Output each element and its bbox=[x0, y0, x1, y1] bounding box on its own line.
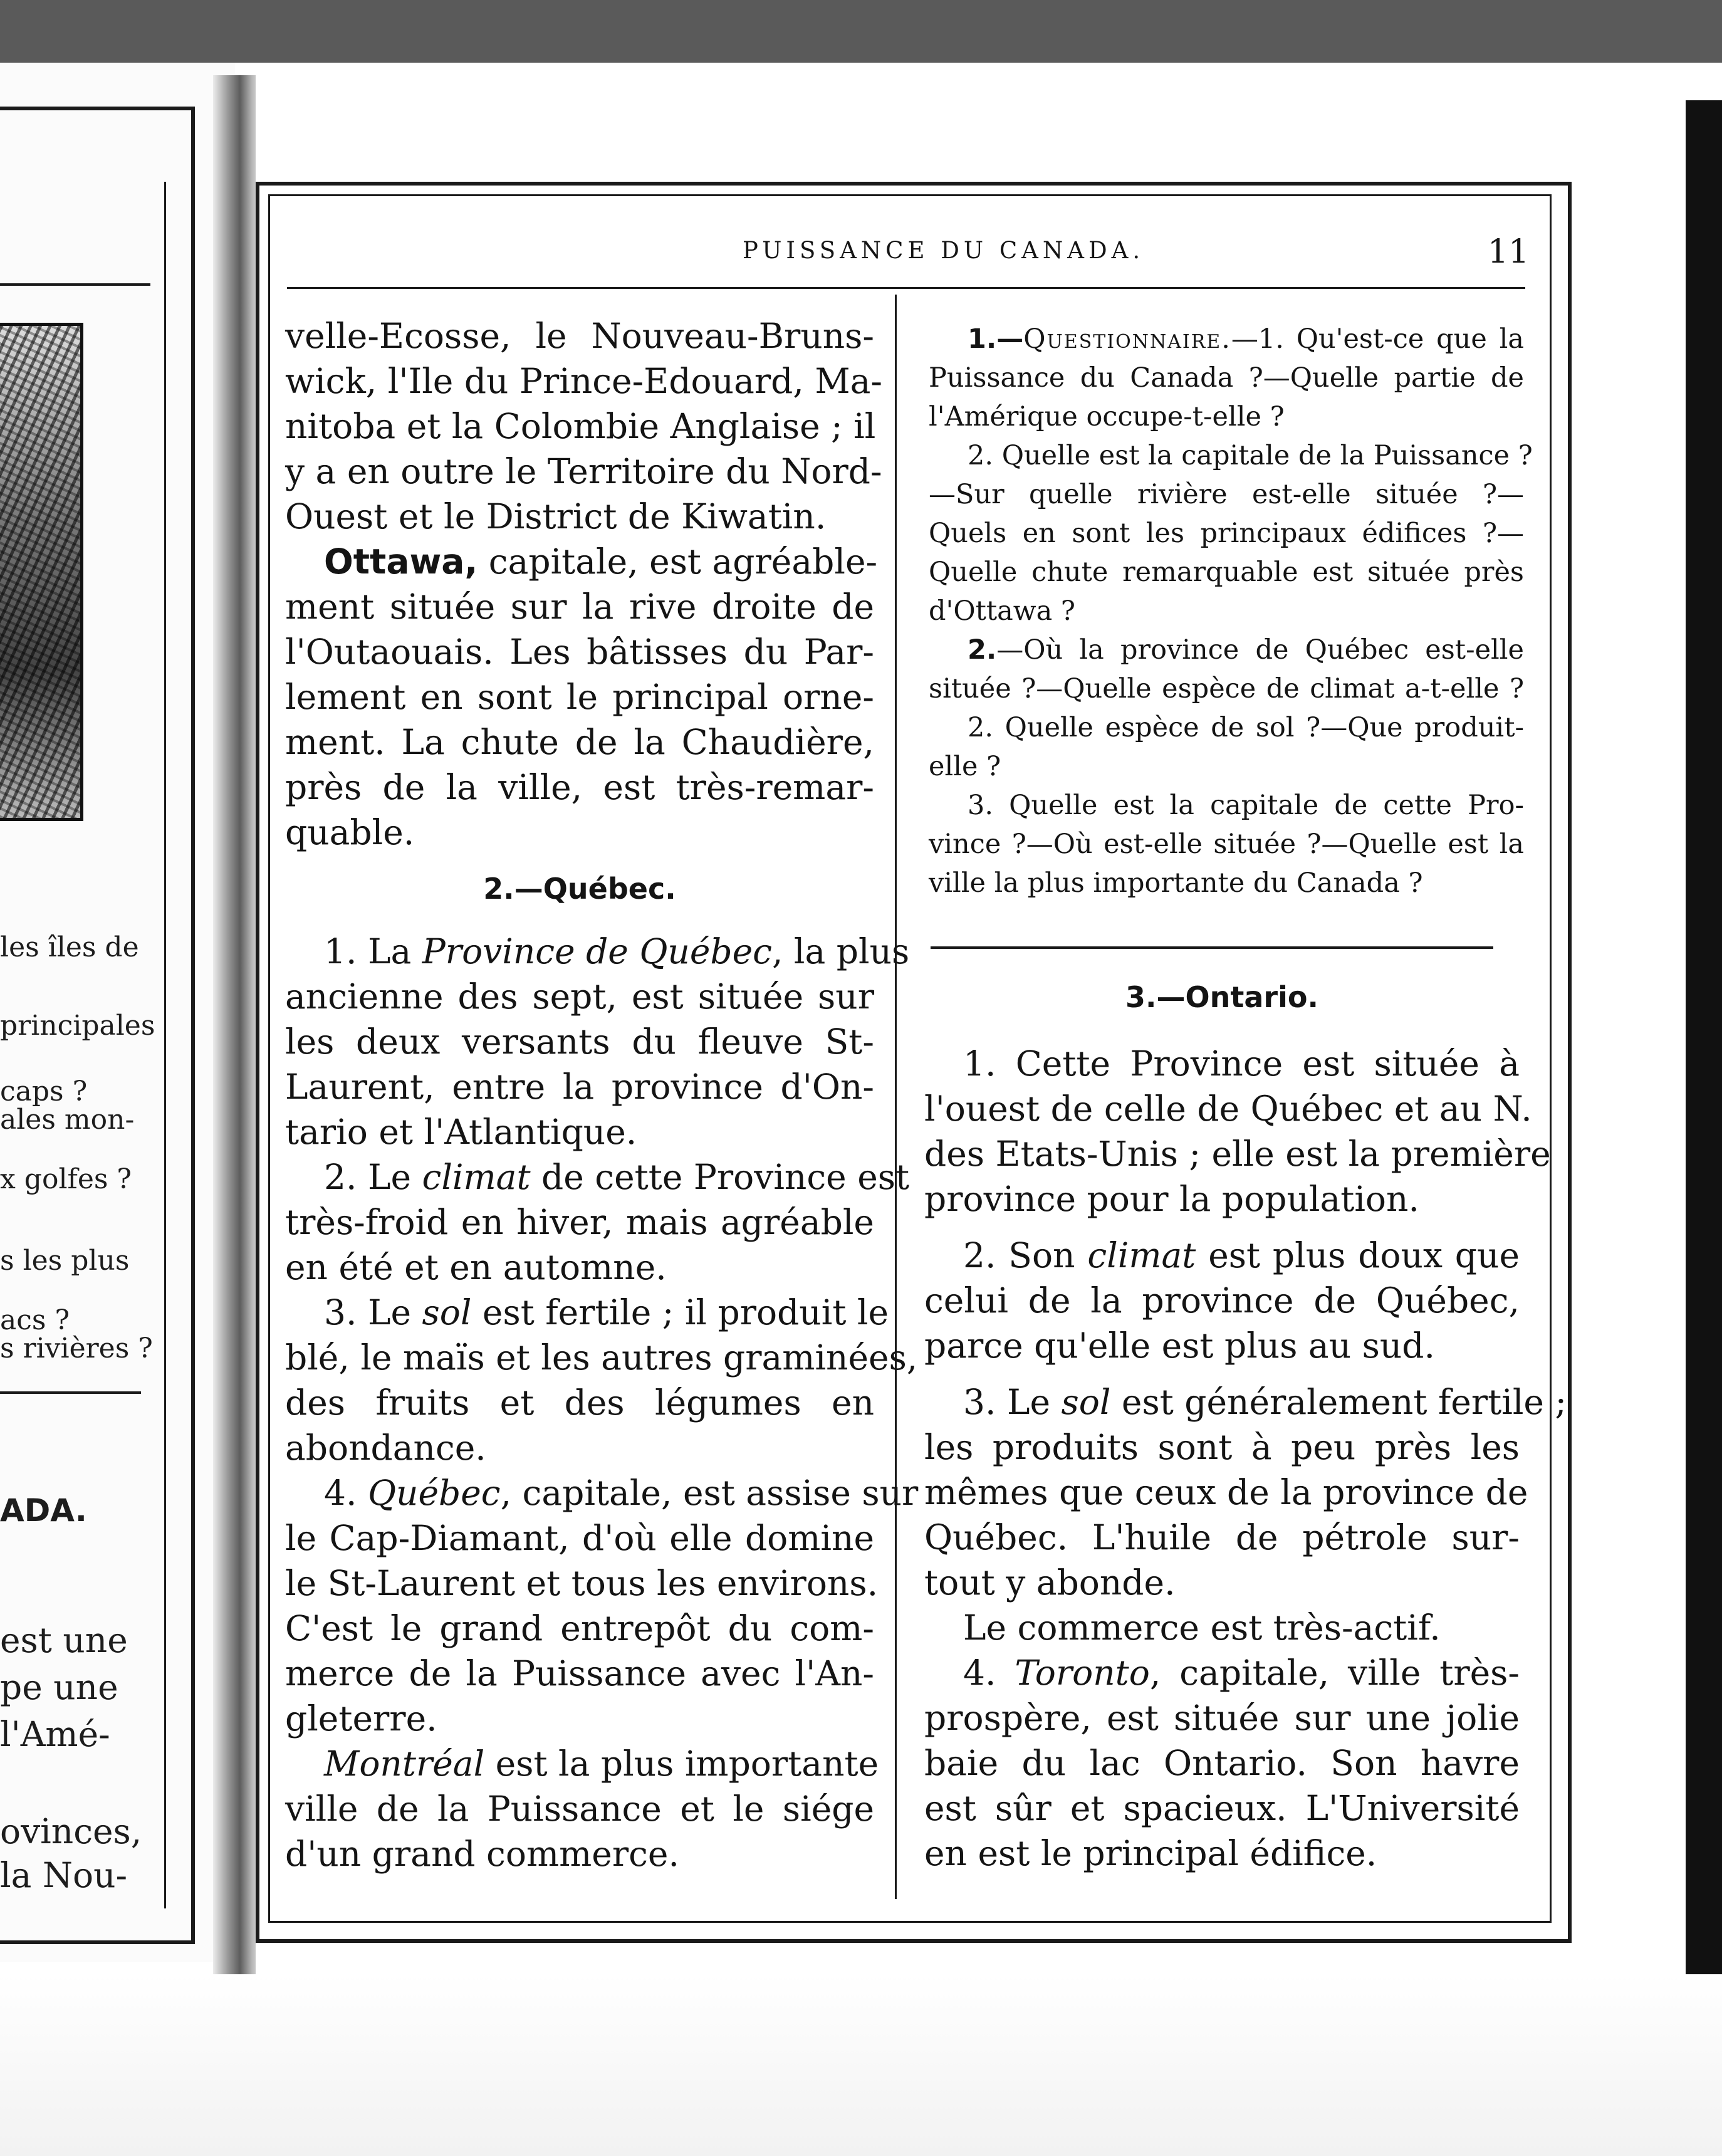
text-line: province pour la population. bbox=[924, 1179, 1419, 1219]
questionnaire-label: Questionnaire. bbox=[1023, 323, 1231, 355]
text-line: nitoba et la Colombie Anglaise ; il bbox=[285, 406, 876, 446]
previous-page-text-fragment: les îles de bbox=[0, 931, 139, 963]
page-edge-shadow bbox=[1686, 100, 1722, 2156]
text-line: lement en sont le principal orne- bbox=[285, 677, 874, 717]
text-line: baie du lac Ontario. Son havre bbox=[924, 1743, 1520, 1783]
previous-page-text-fragment: ADA. bbox=[0, 1492, 87, 1529]
ottawa-lead: Ottawa, bbox=[324, 542, 478, 582]
text-line: 1. La Province de Québec, la plus bbox=[324, 931, 910, 971]
text-line: 4. Québec, capitale, est assise sur bbox=[324, 1473, 919, 1513]
text-line: 1.—Questionnaire.—1. Qu'est-ce que la bbox=[968, 323, 1524, 355]
text-line: 3. Le sol est fertile ; il produit le bbox=[324, 1292, 889, 1332]
text-line: 1. Cette Province est située à bbox=[963, 1044, 1520, 1084]
text-line: C'est le grand entrepôt du com- bbox=[285, 1608, 874, 1648]
text-line: très-froid en hiver, mais agréable bbox=[285, 1202, 874, 1242]
text-line: les produits sont à peu près les bbox=[924, 1427, 1520, 1467]
previous-page-text-fragment: la Nou- bbox=[0, 1855, 128, 1895]
previous-page-text-fragment: pe une bbox=[0, 1667, 118, 1707]
text-line: merce de la Puissance avec l'An- bbox=[285, 1653, 874, 1693]
previous-page-text-fragment: ales mon- bbox=[0, 1104, 135, 1136]
text-line: d'Ottawa ? bbox=[929, 595, 1075, 627]
text-line: tout y abonde. bbox=[924, 1562, 1176, 1603]
text-line: 4. Toronto, capitale, ville très- bbox=[963, 1653, 1520, 1693]
ontario-paragraph-4 bbox=[924, 1650, 1520, 1876]
text-line: 2. Quelle est la capitale de la Puissance ? bbox=[968, 440, 1533, 471]
text-line: 2. Quelle espèce de sol ?—Que produit- bbox=[968, 712, 1524, 743]
text-line: Puissance du Canada ?—Quelle partie de bbox=[929, 362, 1524, 394]
quebec-paragraph-4 bbox=[285, 1470, 919, 1741]
scan-bottom-margin bbox=[0, 1974, 1722, 2156]
text-line: ville de la Puissance et le siége bbox=[285, 1789, 874, 1829]
engraving-illustration bbox=[0, 323, 83, 821]
ontario-paragraph-3 bbox=[924, 1379, 1567, 1605]
text-line: l'Amérique occupe-t-elle ? bbox=[929, 401, 1285, 432]
text-line: parce qu'elle est plus au sud. bbox=[924, 1326, 1435, 1366]
previous-page-text-fragment: l'Amé- bbox=[0, 1714, 110, 1754]
text-line: wick, l'Ile du Prince-Edouard, Ma- bbox=[285, 361, 883, 401]
book-spine bbox=[213, 75, 262, 1974]
previous-page-text-fragment: acs ? bbox=[0, 1304, 70, 1336]
text-line: 2. Le climat de cette Province est bbox=[324, 1157, 910, 1197]
text-line: Ouest et le District de Kiwatin. bbox=[285, 496, 827, 536]
previous-page-text-fragment: x golfes ? bbox=[0, 1163, 132, 1195]
column-divider bbox=[895, 295, 897, 1899]
header-rule bbox=[287, 287, 1525, 289]
previous-page-text-fragment: principales bbox=[0, 1010, 155, 1042]
previous-page-text-fragment: s les plus bbox=[0, 1245, 130, 1277]
text-line: Montréal est la plus importante bbox=[324, 1744, 879, 1784]
text-line: ment située sur la rive droite de bbox=[285, 587, 874, 627]
previous-page-text-fragment: ovinces, bbox=[0, 1811, 142, 1851]
previous-page-header-rule bbox=[0, 283, 150, 286]
running-title: PUISSANCE DU CANADA. bbox=[743, 237, 1145, 264]
ontario-section bbox=[924, 975, 1567, 1876]
text-line: le Cap-Diamant, d'où elle domine bbox=[285, 1518, 874, 1558]
text-line: située ?—Quelle espèce de climat a-t-elle ? bbox=[929, 673, 1524, 704]
text-line: près de la ville, est très-remar- bbox=[285, 767, 874, 807]
section-heading-quebec: 2.—Québec. bbox=[483, 872, 676, 906]
text-line: 3. Quelle est la capitale de cette Pro- bbox=[968, 790, 1524, 821]
text-line: les deux versants du fleuve St- bbox=[285, 1022, 874, 1062]
text-line: l'ouest de celle de Québec et au N. bbox=[924, 1089, 1532, 1129]
previous-page-section-rule bbox=[0, 1391, 141, 1394]
right-column bbox=[929, 320, 1533, 903]
previous-page-text-fragment: caps ? bbox=[0, 1075, 88, 1107]
text-line: le St-Laurent et tous les environs. bbox=[285, 1563, 879, 1603]
text-line: velle-Ecosse, le Nouveau-Bruns- bbox=[285, 316, 874, 356]
left-column bbox=[285, 313, 919, 1876]
text-line: en été et en automne. bbox=[285, 1247, 667, 1287]
text-line: elle ? bbox=[929, 751, 1001, 782]
text-line: Québec. L'huile de pétrole sur- bbox=[924, 1517, 1520, 1557]
text-line: en est le principal édifice. bbox=[924, 1833, 1377, 1873]
quebec-paragraph-1 bbox=[285, 929, 910, 1154]
ontario-paragraph-2 bbox=[924, 1233, 1520, 1368]
intro-paragraph bbox=[285, 313, 883, 539]
text-line: l'Outaouais. Les bâtisses du Par- bbox=[285, 632, 874, 672]
section-heading-ontario: 3.—Ontario. bbox=[1125, 980, 1318, 1014]
quebec-paragraph-3 bbox=[285, 1290, 918, 1470]
page-number: 11 bbox=[1488, 233, 1530, 271]
text-line: ancienne des sept, est située sur bbox=[285, 976, 874, 1017]
text-line: 2.—Où la province de Québec est-elle bbox=[968, 634, 1524, 666]
questionnaire bbox=[929, 320, 1533, 903]
text-line: des Etats-Unis ; elle est la première bbox=[924, 1134, 1551, 1174]
text-line: 2. Son climat est plus doux que bbox=[963, 1235, 1520, 1275]
ottawa-paragraph bbox=[285, 539, 878, 855]
text-line: ville la plus importante du Canada ? bbox=[929, 867, 1423, 899]
previous-page-text-fragment: est une bbox=[0, 1620, 128, 1660]
text-line: celui de la province de Québec, bbox=[924, 1280, 1520, 1321]
text-line: gleterre. bbox=[285, 1698, 437, 1739]
text-line: mêmes que ceux de la province de bbox=[924, 1472, 1528, 1512]
previous-page-text-fragment: s rivières ? bbox=[0, 1332, 153, 1364]
text-line: Laurent, entre la province d'On- bbox=[285, 1067, 874, 1107]
text-line: prospère, est située sur une jolie bbox=[924, 1698, 1520, 1738]
quebec-paragraph-2 bbox=[285, 1154, 910, 1290]
text-line: y a en outre le Territoire du Nord- bbox=[285, 451, 882, 491]
scan-top-shadow bbox=[0, 0, 1722, 63]
text-line: ment. La chute de la Chaudière, bbox=[285, 722, 874, 762]
text-line: Ottawa, capitale, est agréable- bbox=[324, 542, 878, 582]
text-line: quable. bbox=[285, 812, 415, 852]
text-line: des fruits et des légumes en bbox=[285, 1383, 874, 1423]
text-line: abondance. bbox=[285, 1428, 486, 1468]
text-line: Quels en sont les principaux édifices ?— bbox=[929, 518, 1524, 549]
ontario-paragraph-1 bbox=[924, 1041, 1551, 1222]
text-line: Le commerce est très-actif. bbox=[963, 1608, 1441, 1648]
text-line: est sûr et spacieux. L'Université bbox=[924, 1788, 1520, 1828]
text-line: 3. Le sol est généralement fertile ; bbox=[963, 1382, 1567, 1422]
questionnaire-rule bbox=[931, 946, 1493, 949]
montreal-paragraph bbox=[285, 1741, 879, 1876]
ontario-commerce bbox=[924, 1605, 1520, 1650]
text-line: d'un grand commerce. bbox=[285, 1834, 679, 1874]
text-line: vince ?—Où est-elle située ?—Quelle est la bbox=[929, 829, 1524, 860]
text-line: blé, le maïs et les autres graminées, bbox=[285, 1337, 918, 1378]
text-line: tario et l'Atlantique. bbox=[285, 1112, 637, 1152]
text-line: Quelle chute remarquable est située près bbox=[929, 557, 1524, 588]
text-line: —Sur quelle rivière est-elle située ?— bbox=[929, 479, 1524, 510]
